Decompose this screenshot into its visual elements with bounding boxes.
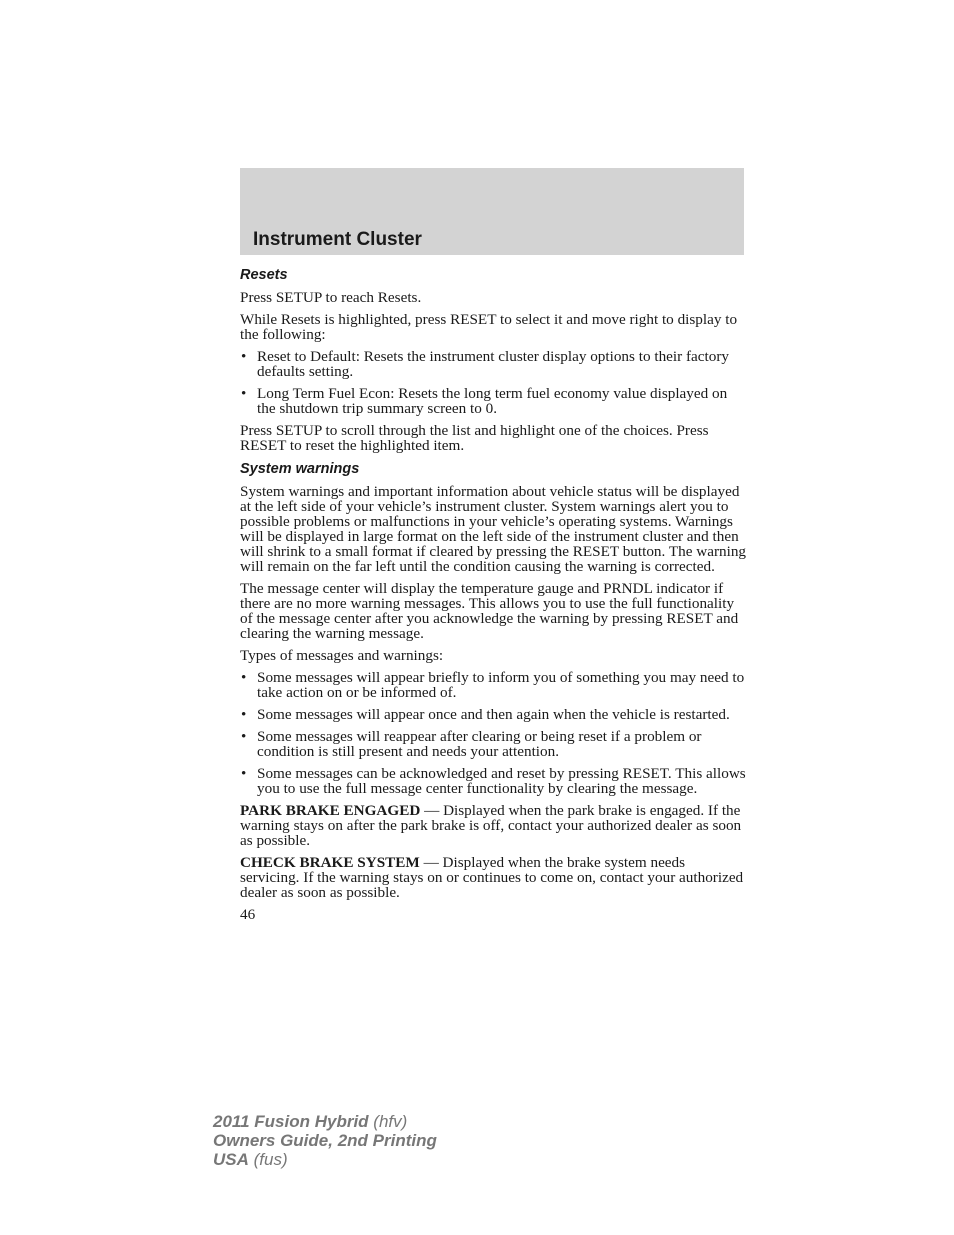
system-warnings-paragraph-3: Types of messages and warnings: — [240, 647, 444, 664]
bullet-icon: • — [241, 348, 247, 365]
section-title: Instrument Cluster — [253, 229, 422, 250]
resets-bullet-list — [240, 349, 746, 416]
footer-line-1: 2011 Fusion Hybrid (hfv) — [213, 1112, 408, 1131]
bullet-icon: • — [241, 728, 247, 745]
bullet-icon: • — [241, 385, 247, 402]
bullet-icon: • — [241, 669, 247, 686]
page-number: 46 — [240, 906, 256, 923]
message-types-list — [240, 670, 746, 796]
resets-paragraph-1: Press SETUP to reach Resets. — [240, 289, 422, 306]
check-brake-paragraph — [240, 855, 746, 900]
park-brake-paragraph — [240, 803, 746, 848]
list-item: • Some messages will appear briefly to inform you of something you may need to take action on or be informed of. — [241, 669, 745, 701]
system-warnings-paragraph-2: The message center will display the temperature gauge and PRNDL indicator if there are no more warning messages. This allows you to use the full functionality of the message center after you acknowledge the warning by pressing RESET and clearing the warning message. — [240, 580, 739, 642]
page-content — [240, 266, 746, 922]
document-footer — [213, 1112, 437, 1169]
check-brake-description: — Displayed when the brake system needs servicing. If the warning stays on or continues to come on, contact your authorized dealer as soon as possible. — [240, 854, 744, 901]
list-item: • Reset to Default: Resets the instrument cluster display options to their factory defaults setting. — [241, 348, 729, 380]
park-brake-description: — Displayed when the park brake is engaged. If the warning stays on after the park brake is off, contact your authorized dealer as soon as possible. — [240, 802, 742, 849]
check-brake-term: CHECK BRAKE SYSTEM — [240, 854, 420, 871]
footer-line-3: USA (fus) — [213, 1150, 288, 1169]
resets-heading: Resets — [240, 267, 288, 283]
resets-paragraph-2: While Resets is highlighted, press RESET to select it and move right to display to the following: — [240, 311, 738, 343]
system-warnings-paragraph-1: System warnings and important information about vehicle status will be displayed at the left side of your vehicle’s instrument cluster. System warnings alert you to possible problems or malfunctions in your vehicle’s operating systems. Warnings will be displayed in large format on the left side of the instrument cluster and then will shrink to a small format if cleared by pressing the RESET button. The warning will remain on the far left until the condition causing the warning is corrected. — [240, 483, 747, 575]
system-warnings-heading: System warnings — [240, 461, 360, 477]
resets-paragraph-3: Press SETUP to scroll through the list and highlight one of the choices. Press RESET to reset the highlighted item. — [240, 422, 709, 454]
bullet-icon: • — [241, 706, 247, 723]
bullet-icon: • — [241, 765, 247, 782]
footer-line-2: Owners Guide, 2nd Printing — [213, 1131, 437, 1150]
park-brake-term: PARK BRAKE ENGAGED — [240, 802, 421, 819]
list-item: • Some messages will reappear after clearing or being reset if a problem or condition is still present and needs your attention. — [241, 728, 702, 760]
list-item: • Long Term Fuel Econ: Resets the long term fuel economy value displayed on the shutdown trip summary screen to 0. — [241, 385, 728, 417]
list-item: • Some messages can be acknowledged and reset by pressing RESET. This allows you to use the full message center functionality by clearing the message. — [241, 765, 746, 797]
section-header-band — [240, 168, 744, 255]
list-item: • Some messages will appear once and then again when the vehicle is restarted. — [241, 706, 730, 723]
